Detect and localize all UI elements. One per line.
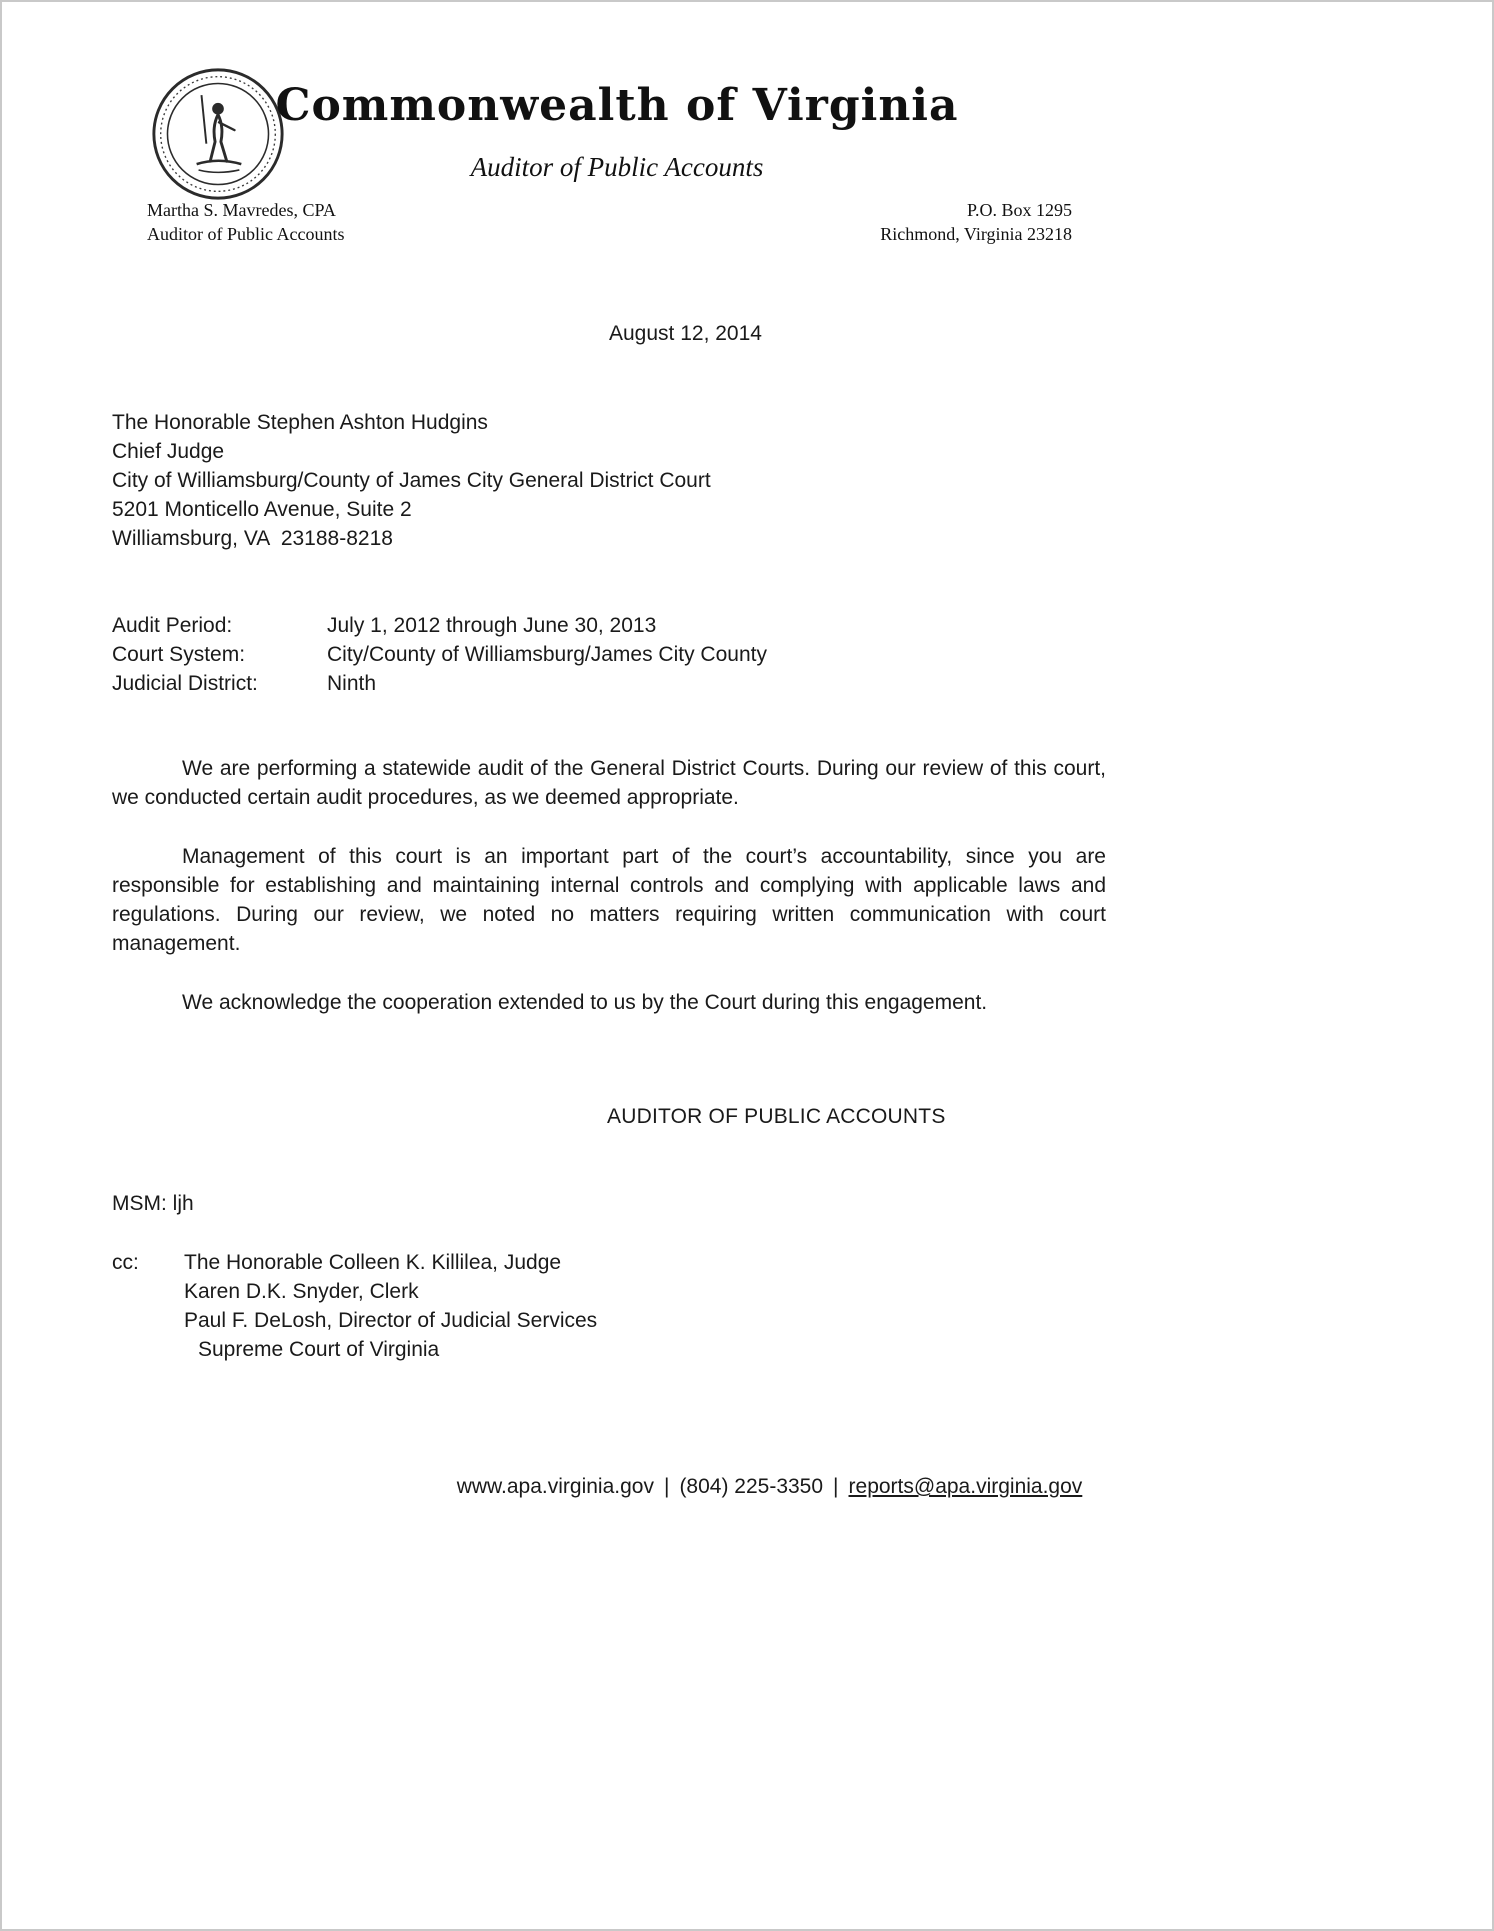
detail-row-audit-period xyxy=(112,611,1106,640)
court-system-label: Court System: xyxy=(112,643,246,666)
letter-paragraphs xyxy=(112,754,1106,1017)
auditor-title: Auditor of Public Accounts xyxy=(147,224,345,244)
recipient-court: City of Williamsburg/County of James City General District Court xyxy=(112,469,711,492)
paragraph-management: Management of this court is an important part of the court’s accountability, since you are responsible for establishing and maintaining internal controls and complying with applicable laws and regulations. During our review, we noted no matters requiring written communication with court management. xyxy=(112,845,1106,955)
po-box-line: P.O. Box 1295 xyxy=(966,200,1072,220)
detail-row-court-system xyxy=(112,640,1106,669)
judicial-district-label: Judicial District: xyxy=(112,672,258,695)
recipient-street: 5201 Monticello Avenue, Suite 2 xyxy=(112,498,412,521)
org-subtitle: Auditor of Public Accounts xyxy=(470,152,764,182)
reference-initials: MSM: ljh xyxy=(112,1192,194,1215)
signature-line: AUDITOR OF PUBLIC ACCOUNTS xyxy=(607,1105,946,1128)
letter-body xyxy=(112,319,1106,1364)
auditor-contact-block xyxy=(147,198,344,246)
office-address-block xyxy=(772,198,1072,246)
paragraph-acknowledgement: We acknowledge the cooperation extended to us by the Court during this engagement. xyxy=(182,991,988,1014)
cc-recipient-supreme-court: Supreme Court of Virginia xyxy=(198,1338,440,1361)
cc-recipient-clerk: Karen D.K. Snyder, Clerk xyxy=(184,1280,419,1303)
letterhead xyxy=(2,2,1492,257)
recipient-city-zip: Williamsburg, VA 23188-8218 xyxy=(112,527,393,550)
audit-period-label: Audit Period: xyxy=(112,614,233,637)
org-name: Commonwealth of Virginia xyxy=(275,80,959,131)
city-state-zip-line: Richmond, Virginia 23218 xyxy=(880,224,1072,244)
footer-separator: | xyxy=(833,1475,839,1498)
recipient-address-block xyxy=(112,408,1106,553)
auditor-name: Martha S. Mavredes, CPA xyxy=(147,200,336,220)
court-system-value: City/County of Williamsburg/James City County xyxy=(327,643,767,666)
footer-email-link[interactable]: reports@apa.virginia.gov xyxy=(848,1475,1083,1498)
page-footer xyxy=(2,1472,1492,1501)
letter-date: August 12, 2014 xyxy=(609,322,762,345)
cc-recipient-judge: The Honorable Colleen K. Killilea, Judge xyxy=(184,1251,562,1274)
cc-recipient-director: Paul F. DeLosh, Director of Judicial Services xyxy=(184,1309,598,1332)
recipient-name: The Honorable Stephen Ashton Hudgins xyxy=(112,411,488,434)
cc-block xyxy=(112,1248,1106,1364)
paragraph-audit-notice: We are performing a statewide audit of the General District Courts. During our review of this court, we conducted certain audit procedures, as we deemed appropriate. xyxy=(112,757,1106,809)
judicial-district-value: Ninth xyxy=(327,672,377,695)
recipient-title: Chief Judge xyxy=(112,440,225,463)
footer-separator: | xyxy=(663,1475,670,1498)
footer-phone: (804) 225-3350 xyxy=(679,1475,824,1498)
cc-label: cc: xyxy=(112,1251,139,1274)
detail-row-judicial-district xyxy=(112,669,1106,698)
audit-details xyxy=(112,611,1106,698)
cc-list xyxy=(184,1248,1106,1364)
audit-period-value: July 1, 2012 through June 30, 2013 xyxy=(327,614,657,637)
footer-website: www.apa.virginia.gov xyxy=(456,1475,654,1498)
